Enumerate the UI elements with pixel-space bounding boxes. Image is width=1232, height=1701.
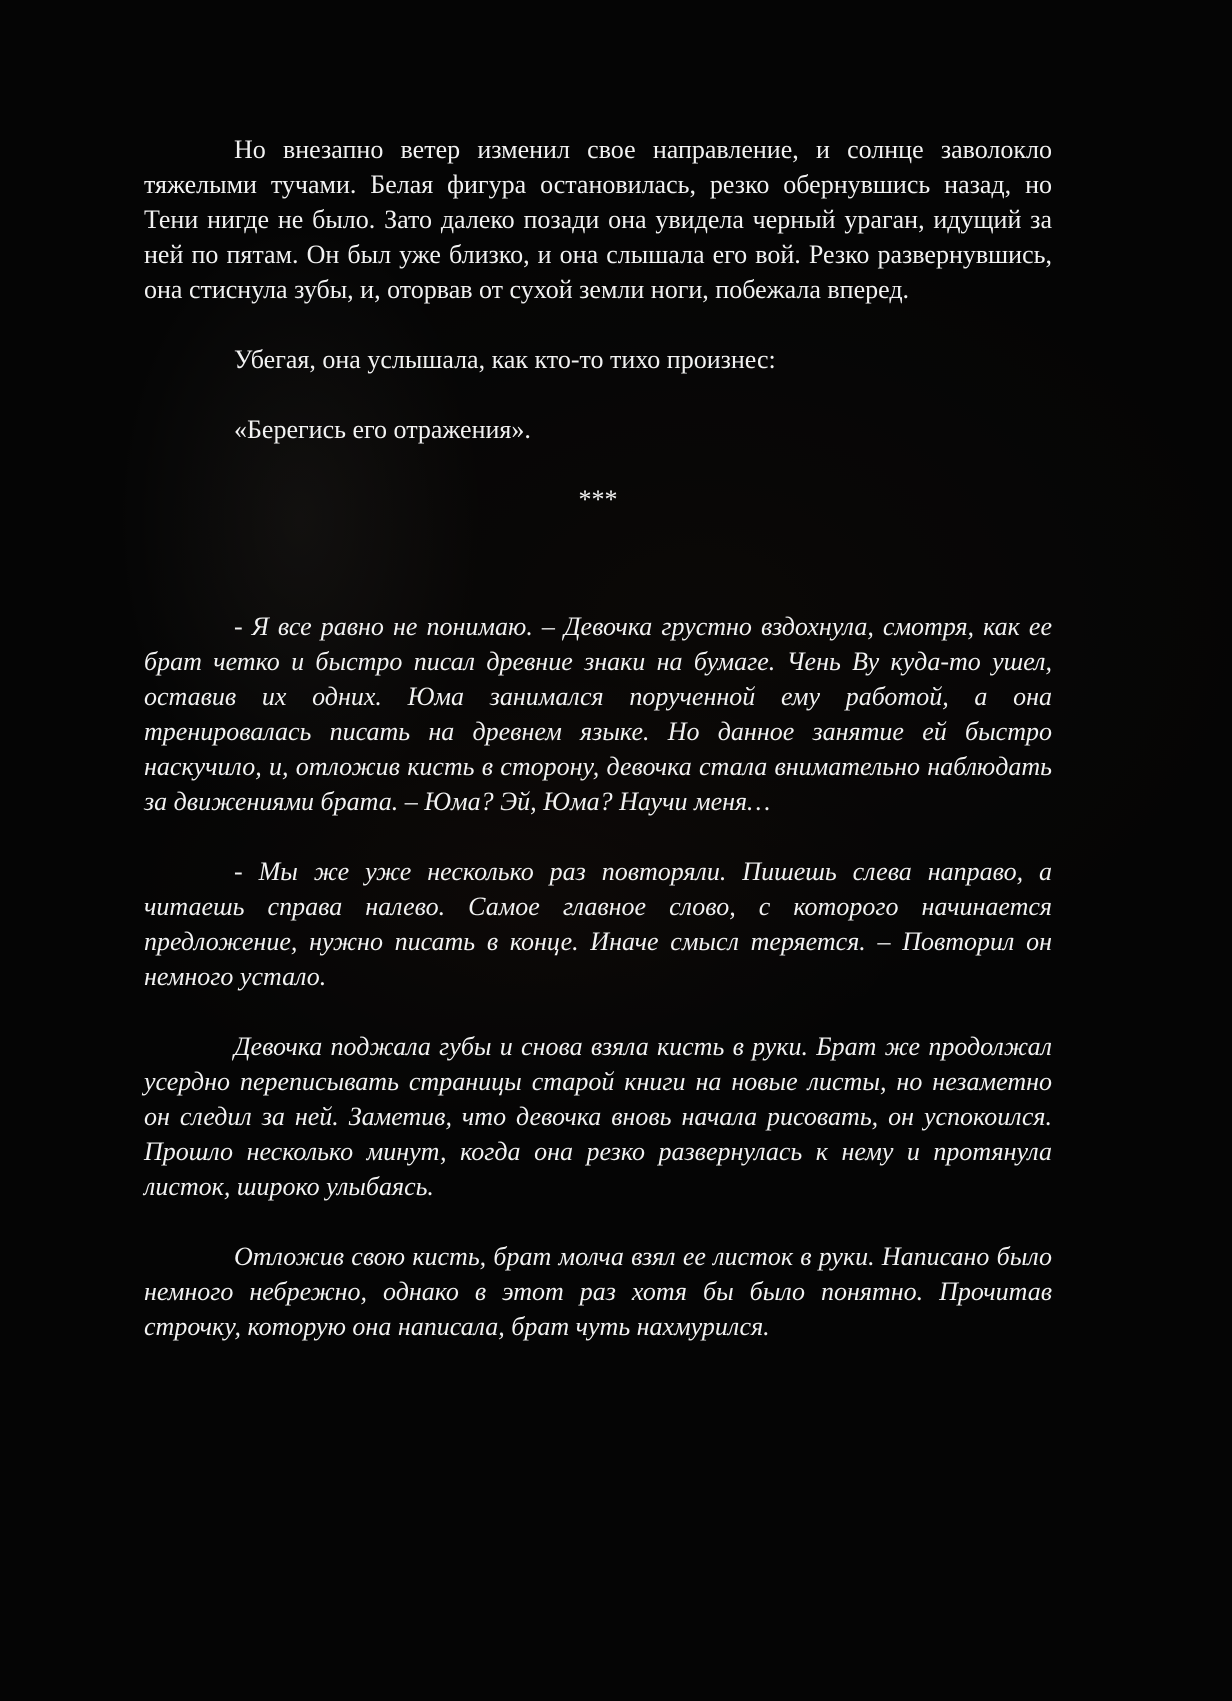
- paragraph-brother-frowns: Отложив свою кисть, брат молча взял ее листок в руки. Написано было немного небрежно, однако в этот раз хотя бы было понятно. Прочитав строчку, которую она написала, брат чуть нахмурился.: [144, 1242, 1052, 1341]
- paragraph-brother-explains: - Мы же уже несколько раз повторяли. Пишешь слева направо, а читаешь справа налево. Самое главное слово, с которого начинается предложение, нужно писать в конце. Иначе смысл теряется. – Повторил он немного устало.: [144, 857, 1052, 991]
- paragraph-girl-draws: Девочка поджала губы и снова взяла кисть в руки. Брат же продолжал усердно переписывать страницы старой книги на новые листы, но незаметно он следил за ней. Заметив, что девочка вновь начала рисовать, он успокоился. Прошло несколько минут, когда она резко развернулась к нему и протянула листок, широко улыбаясь.: [144, 1032, 1052, 1201]
- paragraph-beware-reflection: «Берегись его отражения».: [234, 415, 531, 444]
- separator-asterisks: ***: [578, 485, 618, 514]
- paragraph-girl-sighs: - Я все равно не понимаю. – Девочка грустно вздохнула, смотря, как ее брат четко и быстро писал древние знаки на бумаге. Чень Ву куда-то ушел, оставив их одних. Юма занимался порученной ему работой, а она тренировалась писать на древнем языке. Но данное занятие ей быстро наскучило, и, отложив кисть в сторону, девочка стала внимательно наблюдать за движениями брата. – Юма? Эй, Юма? Научи меня…: [144, 612, 1052, 816]
- section-separator: [144, 482, 1052, 517]
- paragraph-wind-changed: Но внезапно ветер изменил свое направление, и солнце заволокло тяжелыми тучами. Белая фигура остановилась, резко обернувшись назад, но Тени нигде не было. Зато далеко позади она увидела черный ураган, идущий за ней по пятам. Он был уже близко, и она слышала его вой. Резко развернувшись, она стиснула зубы, и, оторвав от сухой земли ноги, побежала вперед.: [144, 135, 1052, 304]
- document-body: [144, 132, 1052, 1379]
- paragraph-fleeing: Убегая, она услышала, как кто-то тихо произнес:: [234, 345, 776, 374]
